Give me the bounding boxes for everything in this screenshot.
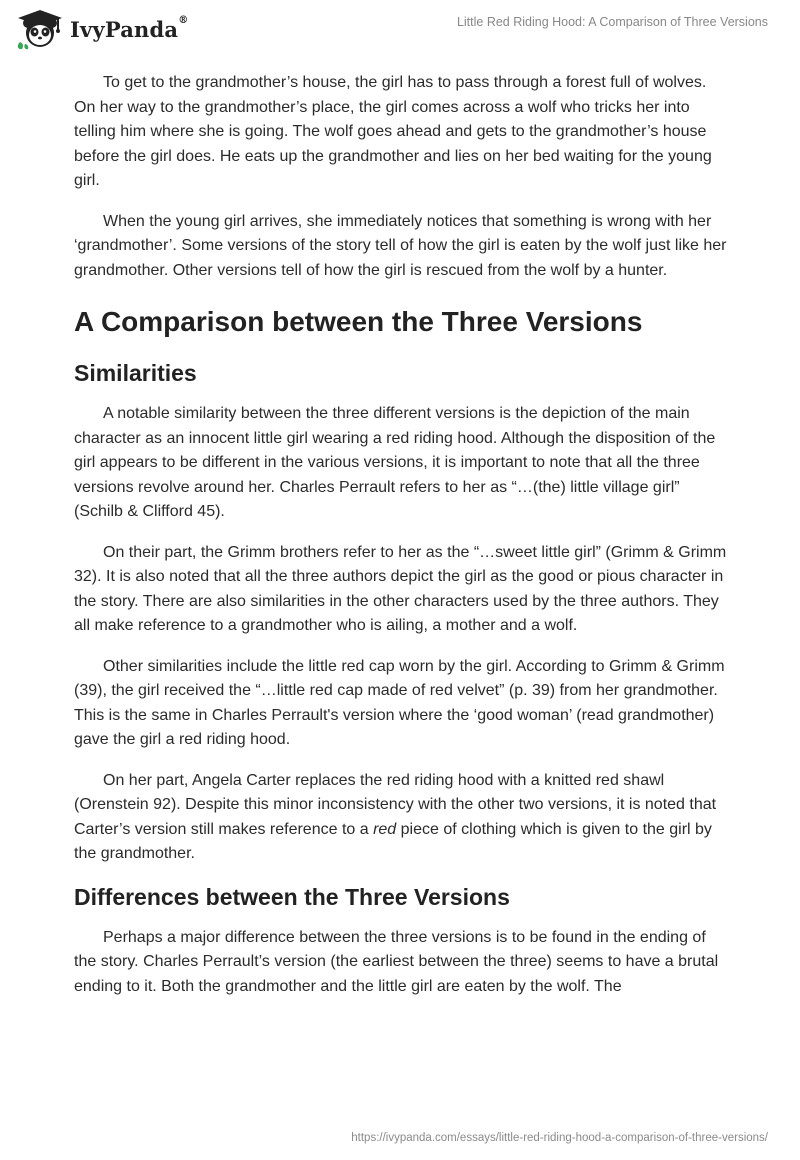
paragraph: When the young girl arrives, she immediately notices that something is wrong with her ‘grandmother’. Some versions of the story tell of how the girl is eaten by the wolf just like her grandmother. Other versions tell of how the girl is rescued from the wolf by a hunter. bbox=[74, 212, 727, 279]
subsection-heading-similarities: Similarities bbox=[74, 360, 197, 386]
essay-content bbox=[74, 71, 728, 1015]
paragraph: On their part, the Grimm brothers refer to her as the “…sweet little girl” (Grimm & Grimm 32). It is also noted that all the three authors depict the girl as the good or pious character in the story. There are also similarities in the other characters used by the three authors. They all make reference to a grandmother who is ailing, a mother and a wolf. bbox=[74, 543, 727, 634]
ivypanda-logo[interactable] bbox=[14, 8, 188, 50]
emphasis-red: red bbox=[373, 820, 397, 838]
paragraph: Perhaps a major difference between the three versions is to be found in the ending of the story. Charles Perrault’s version (the earliest between the three) seems to have a brutal ending to it. Both the grandmother and the little girl are eaten by the wolf. The bbox=[74, 928, 719, 995]
document-title: Little Red Riding Hood: A Comparison of Three Versions bbox=[456, 15, 768, 29]
source-url-link[interactable]: https://ivypanda.com/essays/little-red-riding-hood-a-comparison-of-three-versions/ bbox=[351, 1132, 768, 1144]
page-header bbox=[0, 0, 800, 60]
paragraph: To get to the grandmother’s house, the girl has to pass through a forest full of wolves. On her way to the grandmother’s place, the girl comes across a wolf who tricks her into telling him where she is going. The wolf goes ahead and gets to the grandmother’s house before the girl does. He eats up the grandmother and lies on her bed waiting for the young girl. bbox=[74, 74, 712, 189]
section-heading: A Comparison between the Three Versions bbox=[74, 306, 643, 337]
subsection-heading-differences: Differences between the Three Versions bbox=[74, 883, 510, 910]
paragraph: On her part, Angela Carter replaces the red riding hood with a knitted red shawl (Orenstein 92). Despite this minor inconsistency with the other two versions, it is noted that Carter’s version still makes reference to a red piece of clothing which is given to the girl by the grandmother. bbox=[74, 771, 717, 862]
logo-text: IvyPanda® bbox=[70, 14, 189, 42]
panda-logo-icon bbox=[14, 8, 66, 50]
paragraph: A notable similarity between the three different versions is the depiction of the main character as an innocent little girl wearing a red riding hood. Although the disposition of the girl appears to be different in the various versions, it is important to note that all the three versions revolve around her. Charles Perrault refers to her as “…(the) little village girl” (Schilb & Clifford 45). bbox=[74, 405, 716, 520]
paragraph: Other similarities include the little red cap worn by the girl. According to Grimm & Grimm (39), the girl received the “…little red cap made of red velvet” (p. 39) from her grandmother. This is the same in Charles Perrault's version where the ‘good woman’ (read grandmother) gave the girl a red riding hood. bbox=[74, 657, 725, 748]
